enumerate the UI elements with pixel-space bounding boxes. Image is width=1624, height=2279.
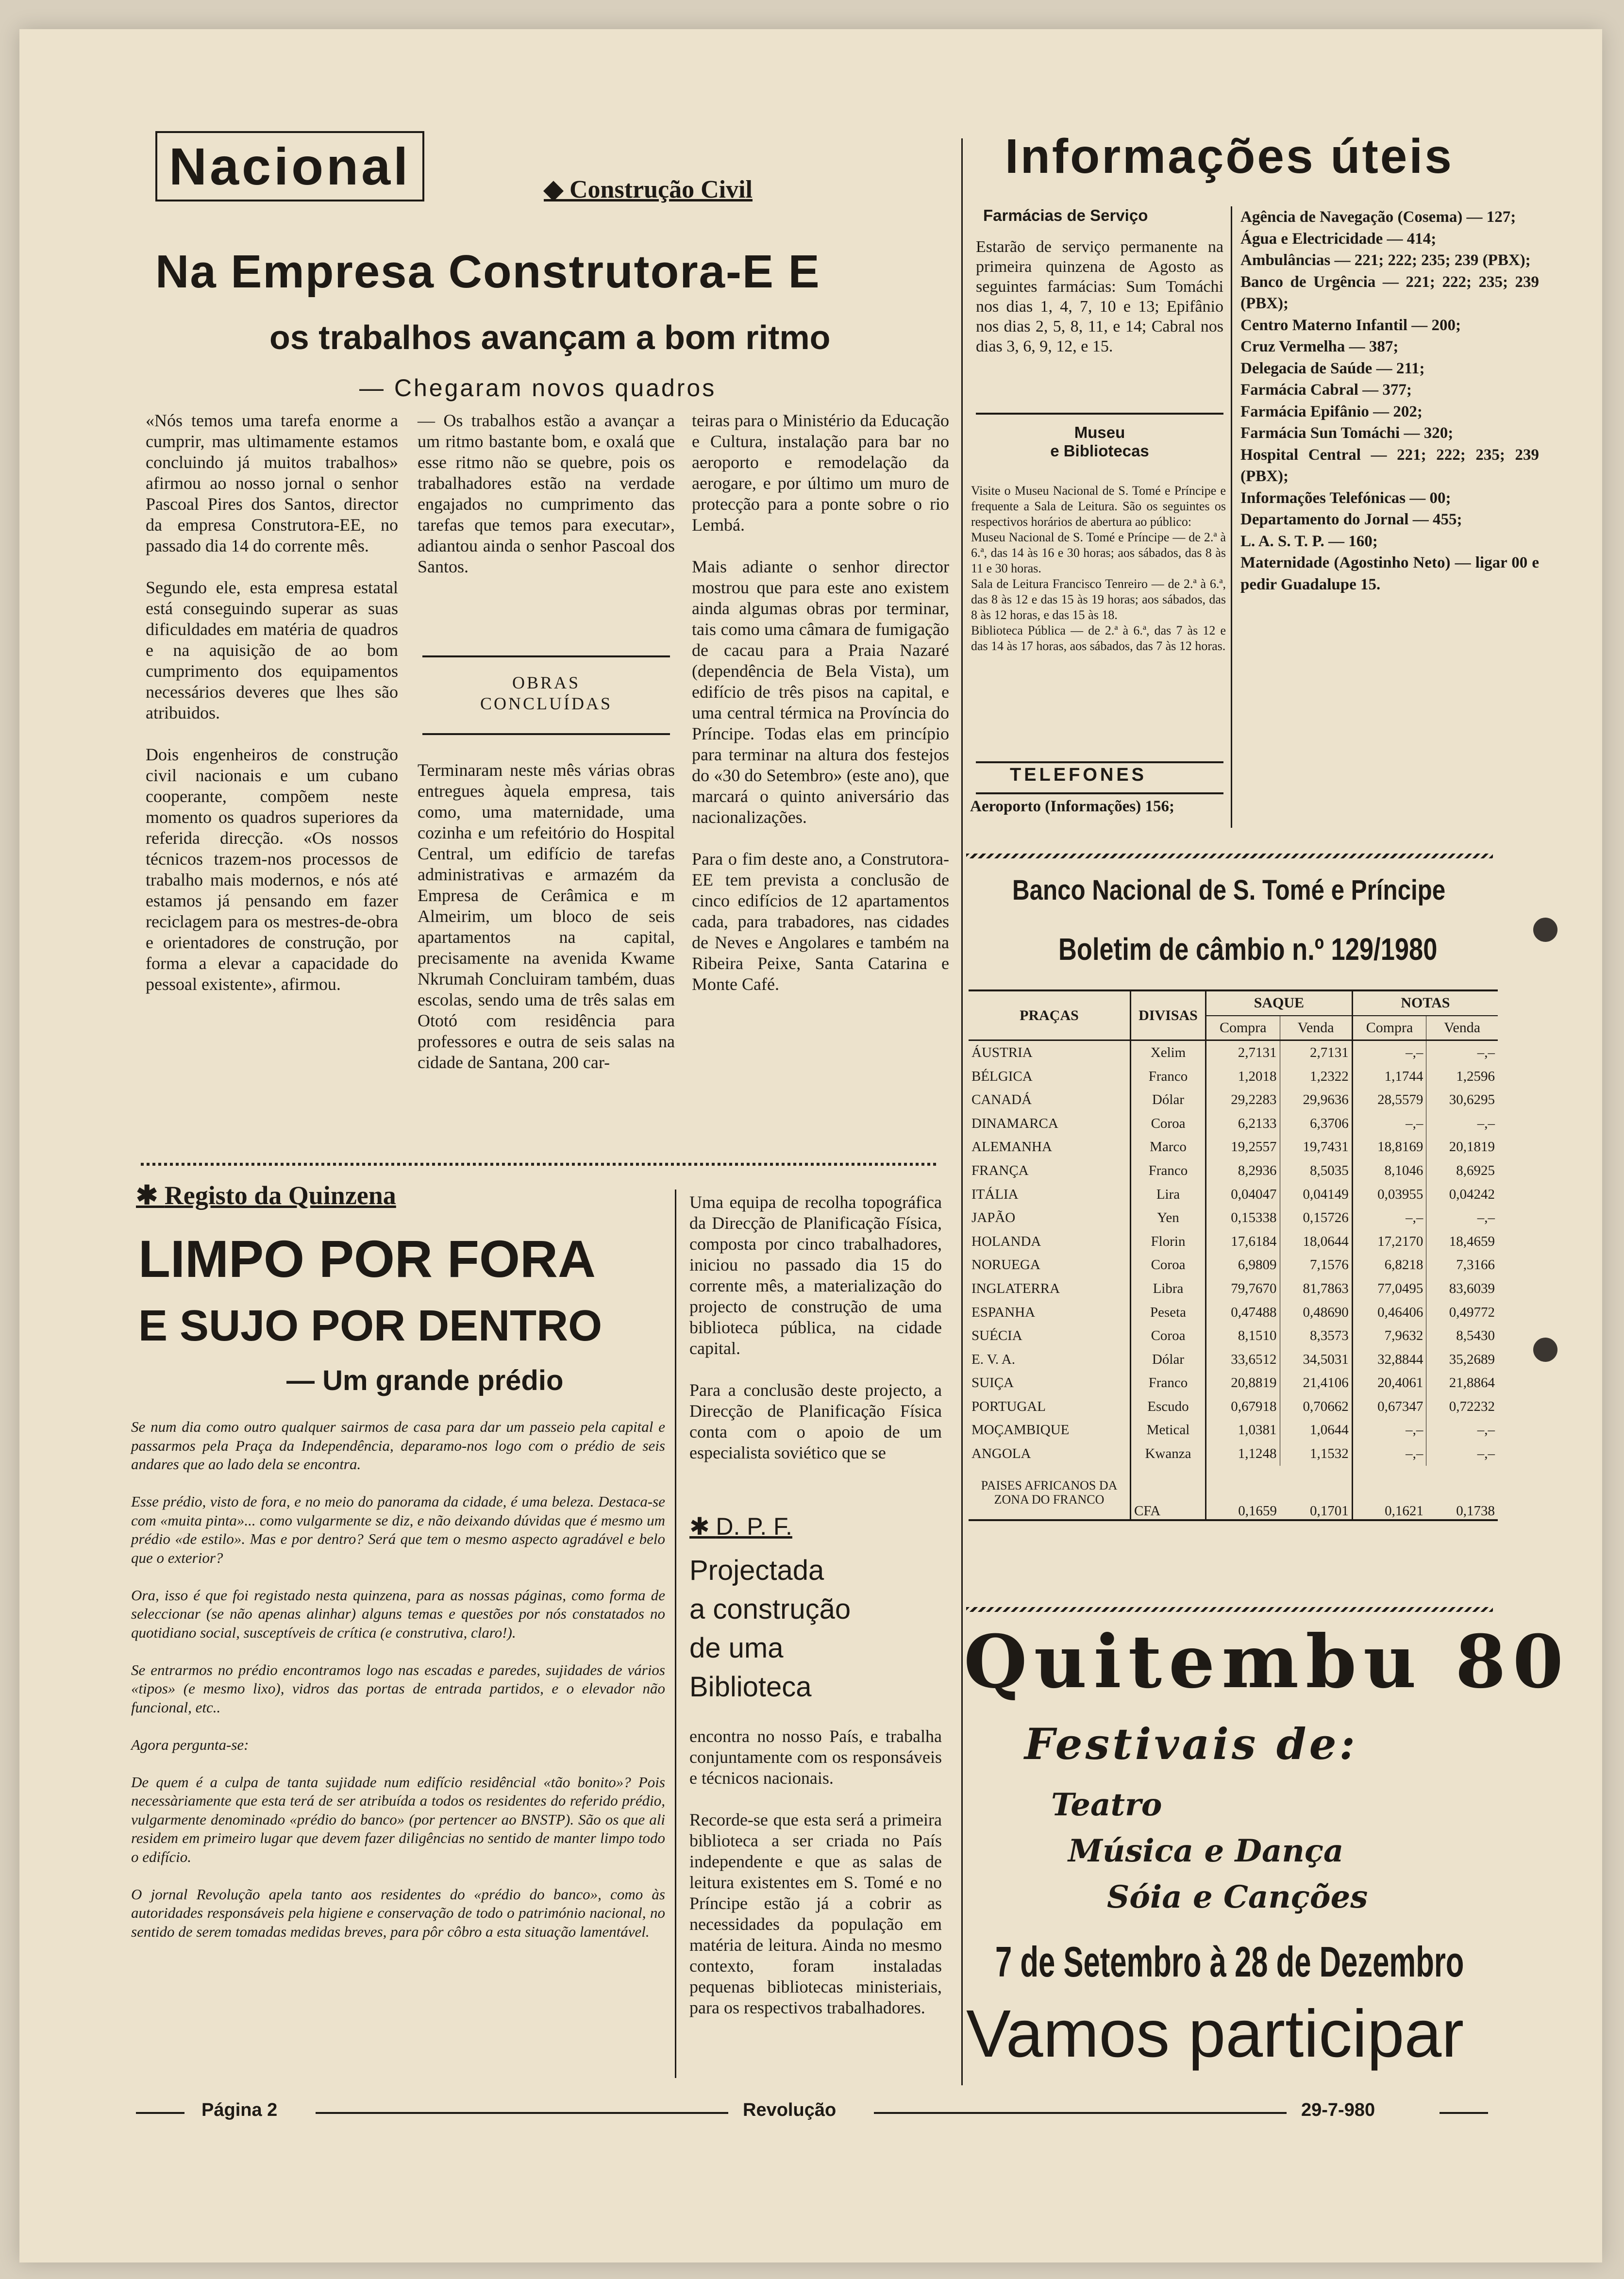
cell-value: 1,2018	[1206, 1065, 1280, 1089]
cell-divisa: Yen	[1131, 1206, 1206, 1230]
museu-title: Museu e Bibliotecas	[1050, 423, 1149, 460]
cell-value: 28,5579	[1352, 1088, 1426, 1112]
biblioteca-kicker	[689, 1512, 792, 1541]
cell-value: 7,9632	[1352, 1324, 1426, 1348]
registo-subhead: — Um grande prédio	[286, 1365, 564, 1396]
footer-rule	[316, 2112, 728, 2114]
cell-value: 17,6184	[1206, 1230, 1280, 1254]
cell-value: 83,6039	[1449, 1280, 1495, 1296]
cell-value: –,–	[1477, 1422, 1495, 1438]
cell-praca: E. V. A.	[969, 1348, 1131, 1372]
museu-text: Visite o Museu Nacional de S. Tomé e Príncipe e frequente a Sala de Leitura. São os seguintes os respectivos horários de abertura ao público: Museu Nacional de S. Tomé e Príncipe — de 2.ª à 6.ª, das 14 às 16 e 30 horas; aos sábados, das 8 às 11 e 30 horas. Sala de Leitura Francisco Tenreiro — de 2.ª à 6.ª, das 8 às 12 e das 15 às 19 horas; aos sábados, das 8 às 12 horas, e das 15 às 18. Biblioteca Pública — de 2.ª à 6.ª, das 7 às 12 e das 14 às 17 horas, aos sábados, das 7 às 12 horas.	[971, 484, 1226, 653]
cell-praca: CANADÁ	[969, 1088, 1131, 1112]
quitembu-festivais: Festivais de:	[1024, 1719, 1358, 1769]
cell-value: 1,2596	[1456, 1068, 1495, 1084]
cell-value: 6,2133	[1206, 1112, 1280, 1136]
cell-value: 8,5430	[1456, 1328, 1495, 1344]
cell-value: 7,3166	[1456, 1257, 1495, 1273]
article-col-2a: — Os trabalhos estão a avançar a um ritmo bastante bom, e oxalá que esse ritmo não se quebre, pois os trabalhadores estão na verdade engajados no cumprimento das tarefas que temos para executar», adiantou ainda o senhor Pascoal dos Santos.	[418, 411, 675, 576]
registo-headline-1: LIMPO POR FORA	[138, 1229, 596, 1288]
table-row	[969, 1395, 1498, 1419]
cell-value: 8,1046	[1352, 1159, 1426, 1183]
cell-praca: ITÁLIA	[969, 1183, 1131, 1207]
section-label: Nacional	[155, 131, 424, 201]
table-row	[969, 1159, 1498, 1183]
table-row	[969, 1348, 1498, 1372]
cell-value: 0,46406	[1352, 1301, 1426, 1324]
cell-value: –,–	[1352, 1442, 1426, 1466]
table-row	[969, 1466, 1498, 1520]
cell-value: 0,67347	[1352, 1395, 1426, 1419]
cell-value: 30,6295	[1449, 1092, 1495, 1108]
cell-value: 1,1248	[1206, 1442, 1280, 1466]
footer-rule	[136, 2112, 184, 2114]
cell-value: –,–	[1477, 1115, 1495, 1131]
quitembu-call: Vamos participar	[966, 1996, 1464, 2071]
cell-value: 0,48690	[1280, 1301, 1352, 1324]
cell-value: 77,0495	[1352, 1277, 1426, 1301]
cell-value: 18,4659	[1449, 1233, 1495, 1249]
column-rule	[961, 138, 963, 2085]
binder-hole	[1533, 918, 1557, 942]
table-row	[969, 1065, 1498, 1089]
col-header-saque: SAQUE	[1206, 990, 1353, 1016]
cell-value: 0,70662	[1280, 1395, 1352, 1419]
cell-praca: ANGOLA	[969, 1442, 1131, 1466]
cell-value: 19,7431	[1280, 1136, 1352, 1159]
quitembu-dates: 7 de Setembro à 28 de Dezembro	[995, 1938, 1464, 1986]
divider	[976, 413, 1223, 415]
cell-value: –,–	[1352, 1419, 1426, 1442]
cell-divisa: Xelim	[1131, 1040, 1206, 1065]
cell-value: –,–	[1352, 1040, 1426, 1065]
cell-praca: MOÇAMBIQUE	[969, 1419, 1131, 1442]
table-row	[969, 1324, 1498, 1348]
cell-value: 1,0644	[1280, 1419, 1352, 1442]
registo-kicker-text: Registo da Quinzena	[164, 1181, 396, 1210]
table-row	[969, 1442, 1498, 1466]
table-row	[969, 1254, 1498, 1277]
cell-value: 0,1701	[1280, 1466, 1352, 1520]
cell-praca: SUIÇA	[969, 1372, 1131, 1395]
cell-praca: ESPANHA	[969, 1301, 1131, 1324]
cell-value: 0,1738	[1456, 1503, 1495, 1519]
table-row	[969, 1372, 1498, 1395]
table-row	[969, 1112, 1498, 1136]
biblioteca-bottom-text: encontra no nosso País, e trabalha conjuntamente com os responsáveis e técnicos nacionais. Recorde-se que esta será a primeira biblioteca a ser criada no País independente e que as salas de leitura existentes em S. Tomé e no Príncipe estão já a cobrir as necessidades da população em matéria de leitura. Ainda no mesmo contexto, foram instaladas pequenas bibliotecas ministeriais, para os respectivos trabalhadores.	[689, 1726, 942, 2017]
cell-praca: JAPÃO	[969, 1206, 1131, 1230]
exchange-table	[969, 989, 1498, 1521]
cell-praca: ÁUSTRIA	[969, 1040, 1131, 1065]
cell-value: 33,6512	[1206, 1348, 1280, 1372]
cell-value: 0,04242	[1449, 1186, 1495, 1202]
col-header-compra: Compra	[1206, 1016, 1280, 1040]
cell-value: 0,03955	[1352, 1183, 1426, 1207]
cell-divisa: Franco	[1131, 1159, 1206, 1183]
cell-value: 32,8844	[1352, 1348, 1426, 1372]
farmacias-title: Farmácias de Serviço	[983, 206, 1148, 224]
cell-divisa: Dólar	[1131, 1348, 1206, 1372]
article-col-3: teiras para o Ministério da Educação e Cultura, instalação para bar no aeroporto e remodelação da aerogare, e por último um muro de protecção para a ponte sobre o rio Lembá. Mais adiante o senhor director mostrou que para este ano existem ainda algumas obras por terminar, tais como uma câmara de fumigação de cacau para a Praia Nazaré (dependência de Bela Vista), um edifício de três pisos na capital, e uma central térmica na Província do Príncipe. Todas elas em princípio para terminar na altura dos festejos do «30 do Setembro» (este ano), que marcará o quinto aniversário das nacionalizações. Para o fim deste ano, a Construtora-EE tem prevista a conclusão de cinco edifícios de 12 apartamentos cada, para trabadores, nas cidades de Neves e Angolares e também na Ribeira Peixe, Santa Catarina e Monte Café.	[692, 411, 949, 994]
cell-value: –,–	[1477, 1044, 1495, 1060]
wavy-divider	[966, 854, 1493, 858]
cell-divisa: Libra	[1131, 1277, 1206, 1301]
aeroporto-phone: Aeroporto (Informações) 156;	[970, 798, 1174, 815]
cell-value: 8,1510	[1206, 1324, 1280, 1348]
footer-rule	[1440, 2112, 1488, 2114]
table-row	[969, 1277, 1498, 1301]
cell-value: 8,6925	[1456, 1162, 1495, 1178]
cell-divisa: Franco	[1131, 1372, 1206, 1395]
cell-value: 29,2283	[1206, 1088, 1280, 1112]
cell-value: 18,8169	[1352, 1136, 1426, 1159]
column-rule	[1231, 206, 1232, 828]
cell-value: 8,2936	[1206, 1159, 1280, 1183]
cell-divisa: Franco	[1131, 1065, 1206, 1089]
cell-value: 21,4106	[1280, 1372, 1352, 1395]
cell-value: 0,15726	[1280, 1206, 1352, 1230]
cell-value: 81,7863	[1280, 1277, 1352, 1301]
quitembu-line-1: Teatro	[1051, 1787, 1162, 1823]
telefones-title: TELEFONES	[1010, 765, 1147, 785]
col-header-venda: Venda	[1280, 1016, 1352, 1040]
cell-value: 20,1819	[1449, 1139, 1495, 1155]
binder-hole	[1533, 1338, 1557, 1362]
cell-value: 20,4061	[1352, 1372, 1426, 1395]
footer-date: 29-7-980	[1301, 2100, 1375, 2120]
cell-value: 2,7131	[1280, 1040, 1352, 1065]
cell-value: 6,3706	[1280, 1112, 1352, 1136]
cell-value: –,–	[1477, 1446, 1495, 1462]
divider	[976, 761, 1223, 763]
table-header-row	[969, 990, 1498, 1016]
article-headline: Na Empresa Construtora-E E	[155, 246, 820, 298]
col-header-pracas: PRAÇAS	[969, 990, 1131, 1040]
table-row	[969, 1040, 1498, 1065]
cell-value: 29,9636	[1280, 1088, 1352, 1112]
table-row	[969, 1136, 1498, 1159]
cell-value: 17,2170	[1352, 1230, 1426, 1254]
cell-praca: NORUEGA	[969, 1254, 1131, 1277]
registo-kicker	[136, 1180, 396, 1210]
footer-page: Página 2	[201, 2100, 278, 2120]
article-kicker	[544, 175, 753, 204]
cell-value: 0,1659	[1238, 1503, 1277, 1519]
cell-praca: INGLATERRA	[969, 1277, 1131, 1301]
cell-value: –,–	[1352, 1112, 1426, 1136]
cell-value: 7,1576	[1280, 1254, 1352, 1277]
cell-divisa: Metical	[1131, 1419, 1206, 1442]
cell-value: –,–	[1352, 1206, 1426, 1230]
footer-rule	[874, 2112, 1287, 2114]
cell-praca: PORTUGAL	[969, 1395, 1131, 1419]
cell-praca: DINAMARCA	[969, 1112, 1131, 1136]
cell-divisa: Kwanza	[1131, 1442, 1206, 1466]
cell-praca: BÉLGICA	[969, 1065, 1131, 1089]
cell-value: 6,9809	[1206, 1254, 1280, 1277]
cell-value: 18,0644	[1280, 1230, 1352, 1254]
cell-value: 79,7670	[1206, 1277, 1280, 1301]
asterisk-icon: ✱	[689, 1513, 716, 1540]
table-row	[969, 1230, 1498, 1254]
registo-text: Se num dia como outro qualquer sairmos de casa para dar um passeio pela capital e passarmos pela Praça da Independência, deparamo-nos logo com o prédio de seis andares que ao lado dela se encontra. Esse prédio, visto de fora, e no meio do panorama da cidade, é uma beleza. Destaca-se com «muita pinta»... como vulgarmente se diz, e não deixando dúvidas que é mesmo um prédio «de estilo». Mas e por dentro? Será que tem o mesmo aspecto agradável e belo que o exterior? Ora, isso é que foi registado nesta quinzena, para as nossas páginas, como forma de seleccionar (se não apenas alinhar) alguns temas e questões por nós constatados no quotidiano social, susceptíveis de crítica (e construtiva, claro!). Se entrarmos no prédio encontramos logo nas escadas e paredes, sujidades de vários «tipos» (e mesmo lixo), vidros das portas de entrada partidos, e o elevador não funcional, etc.. Agora pergunta-se: De quem é a culpa de tanta sujidade num edifício residêncial «tão bonito»? Pois necessàriamente que esta terá de ser atribuída a todos os residentes do referido prédio, vulgarmente denominado «prédio do banco» (por pertencer ao BNSTP). São os que ali residem em primeiro lugar que devem fazer diligências no sentido de manter limpo todo o edifício. O jornal Revolução apela tanto aos residentes do «prédio do banco», como às autoridades responsáveis pela higiene e conservação de todo o património nacional, no sentido de serem tomadas medidas breves, para pôr côbro a esta situação lamentável.	[131, 1418, 665, 1940]
cell-value: 0,72232	[1449, 1398, 1495, 1414]
cell-value: 34,5031	[1280, 1348, 1352, 1372]
cell-divisa: Escudo	[1131, 1395, 1206, 1419]
col-header-notas: NOTAS	[1352, 990, 1498, 1016]
cell-divisa: Marco	[1131, 1136, 1206, 1159]
cell-value: 1,2322	[1280, 1065, 1352, 1089]
cell-divisa: Coroa	[1131, 1324, 1206, 1348]
cell-value: 6,8218	[1352, 1254, 1426, 1277]
obras-subheading: OBRAS CONCLUÍDAS	[480, 673, 612, 713]
footer-paper: Revolução	[743, 2100, 837, 2120]
diamond-icon: ◆	[544, 176, 569, 203]
dotted-divider	[141, 1163, 937, 1166]
cell-praca: SUÉCIA	[969, 1324, 1131, 1348]
cell-divisa: Peseta	[1131, 1301, 1206, 1324]
cell-value: 0,47488	[1206, 1301, 1280, 1324]
article-col-2b: Terminaram neste mês várias obras entregues àquela empresa, tais como, uma maternidade, uma cozinha e um refeitório do Hospital Central, um edifício de tarefas administrativas e armazém da Empresa de Cerâmica e m Almeirim, um bloco de seis apartamentos na capital, precisamente na avenida Kwame Nkrumah Concluiram também, duas escolas, sendo uma de três salas em Ototó com residência para professores e outra de seis salas na cidade de Santana, 200 car-	[418, 760, 675, 1072]
asterisk-icon: ✱	[136, 1181, 165, 1210]
column-rule	[675, 1190, 676, 2078]
cell-value: 0,1621	[1385, 1503, 1423, 1519]
cell-value: –,–	[1477, 1210, 1495, 1226]
cell-value: 35,2689	[1449, 1351, 1495, 1367]
col-header-venda: Venda	[1444, 1019, 1481, 1036]
table-row	[969, 1088, 1498, 1112]
table-row	[969, 1419, 1498, 1442]
cell-divisa: CFA	[1131, 1466, 1206, 1520]
cell-praca: PAISES AFRICANOS DA ZONA DO FRANCO	[969, 1466, 1131, 1520]
cell-value: 0,67918	[1206, 1395, 1280, 1419]
divider	[422, 733, 670, 735]
article-subhead: os trabalhos avançam a bom ritmo	[269, 318, 831, 356]
info-title: Informações úteis	[1005, 129, 1454, 184]
article-subhead-2: — Chegaram novos quadros	[359, 374, 717, 402]
cell-value: 1,0381	[1206, 1419, 1280, 1442]
biblioteca-headline: Projectada a construção de uma Biblioteca	[689, 1555, 851, 1703]
cell-divisa: Coroa	[1131, 1254, 1206, 1277]
cell-value: 19,2557	[1206, 1136, 1280, 1159]
divider	[976, 792, 1223, 794]
cell-value: 0,15338	[1206, 1206, 1280, 1230]
cell-value: 0,04149	[1280, 1183, 1352, 1207]
cell-value: 1,1532	[1280, 1442, 1352, 1466]
farmacias-text: Estarão de serviço permanente na primeira quinzena de Agosto as seguintes farmácias: Sum Tomáchi nos dias 1, 4, 7, 10 e 13; Epifânio nos dias 2, 5, 8, 11, e 14; Cabral nos dias 3, 6, 9, 12, e 15.	[976, 238, 1223, 355]
cell-divisa: Lira	[1131, 1183, 1206, 1207]
divider	[422, 655, 670, 657]
cell-praca: HOLANDA	[969, 1230, 1131, 1254]
table-row	[969, 1301, 1498, 1324]
cell-divisa: Dólar	[1131, 1088, 1206, 1112]
col-header-compra: Compra	[1352, 1016, 1426, 1040]
table-row	[969, 1206, 1498, 1230]
quitembu-line-2: Música e Dança	[1068, 1833, 1344, 1869]
registo-headline-2: E SUJO POR DENTRO	[138, 1302, 603, 1350]
cell-praca: FRANÇA	[969, 1159, 1131, 1183]
wavy-divider	[966, 1607, 1493, 1612]
kicker-text: Construção Civil	[569, 176, 753, 203]
bank-subtitle: Boletim de câmbio n.º 129/1980	[1058, 932, 1438, 967]
bank-title: Banco Nacional de S. Tomé e Príncipe	[1012, 874, 1446, 906]
quitembu-title: Quitembu 80	[964, 1619, 1571, 1705]
biblioteca-top-text: Uma equipa de recolha topográfica da Direcção de Planificação Física, composta por cinco trabalhadores, iniciou no passado dia 15 do corrente mês, a materialização do projecto de construção de uma biblioteca pública, na cidade capital. Para a conclusão deste projecto, a Direcção de Planificação Física conta com o apoio de um especialista soviético que se	[689, 1192, 942, 1462]
cell-value: 8,5035	[1280, 1159, 1352, 1183]
cell-value: 0,49772	[1449, 1304, 1495, 1320]
cell-value: 20,8819	[1206, 1372, 1280, 1395]
cell-divisa: Coroa	[1131, 1112, 1206, 1136]
col-header-divisas: DIVISAS	[1131, 990, 1206, 1040]
cell-value: 1,1744	[1352, 1065, 1426, 1089]
cell-praca: ALEMANHA	[969, 1136, 1131, 1159]
cell-value: 8,3573	[1280, 1324, 1352, 1348]
cell-divisa: Florin	[1131, 1230, 1206, 1254]
article-col-1: «Nós temos uma tarefa enorme a cumprir, mas ultimamente estamos concluindo já muitos trabalhos» afirmou ao nosso jornal o senhor Pascoal Pires dos Santos, director da empresa Construtora-EE, no passado dia 14 do corrente mês. Segundo ele, esta empresa estatal está conseguindo superar as suas dificuldades em matéria de quadros e na aquisição de ao bom cumprimento dos equipamentos necessários deveres que lhes são atribuidos. Dois engenheiros de construção civil nacionais e um cubano cooperante, compõem neste momento os quadros superiores da referida direcção. «Os nossos técnicos trazem-nos processos de trabalho mais modernos, e nós até estamos já pensando em fazer reciclagem para os mestres-de-obra e orientadores de construção, por forma a elevar a capacidade do pessoal existente», afirmou.	[146, 411, 398, 994]
cell-value: 2,7131	[1206, 1040, 1280, 1065]
cell-value: 21,8864	[1449, 1375, 1495, 1391]
phones-list: Agência de Navegação (Cosema) — 127; Água e Electricidade — 414; Ambulâncias — 221; 222; 235; 239 (PBX); Banco de Urgência — 221; 222; 235; 239 (PBX); Centro Materno Infantil — 200; Cruz Vermelha — 387; Delegacia de Saúde — 211; Farmácia Cabral — 377; Farmácia Epifânio — 202; Farmácia Sun Tomáchi — 320; Hospital Central — 221; 222; 235; 239 (PBX); Informações Telefónicas — 00; Departamento do Jornal — 455; L. A. S. T. P. — 160; Maternidade (Agostinho Neto) — ligar 00 e pedir Guadalupe 15.	[1240, 208, 1539, 593]
table-row	[969, 1183, 1498, 1207]
dpf-label: D. P. F.	[716, 1513, 792, 1540]
cell-value: 0,04047	[1206, 1183, 1280, 1207]
quitembu-line-3: Sóia e Canções	[1107, 1879, 1368, 1915]
